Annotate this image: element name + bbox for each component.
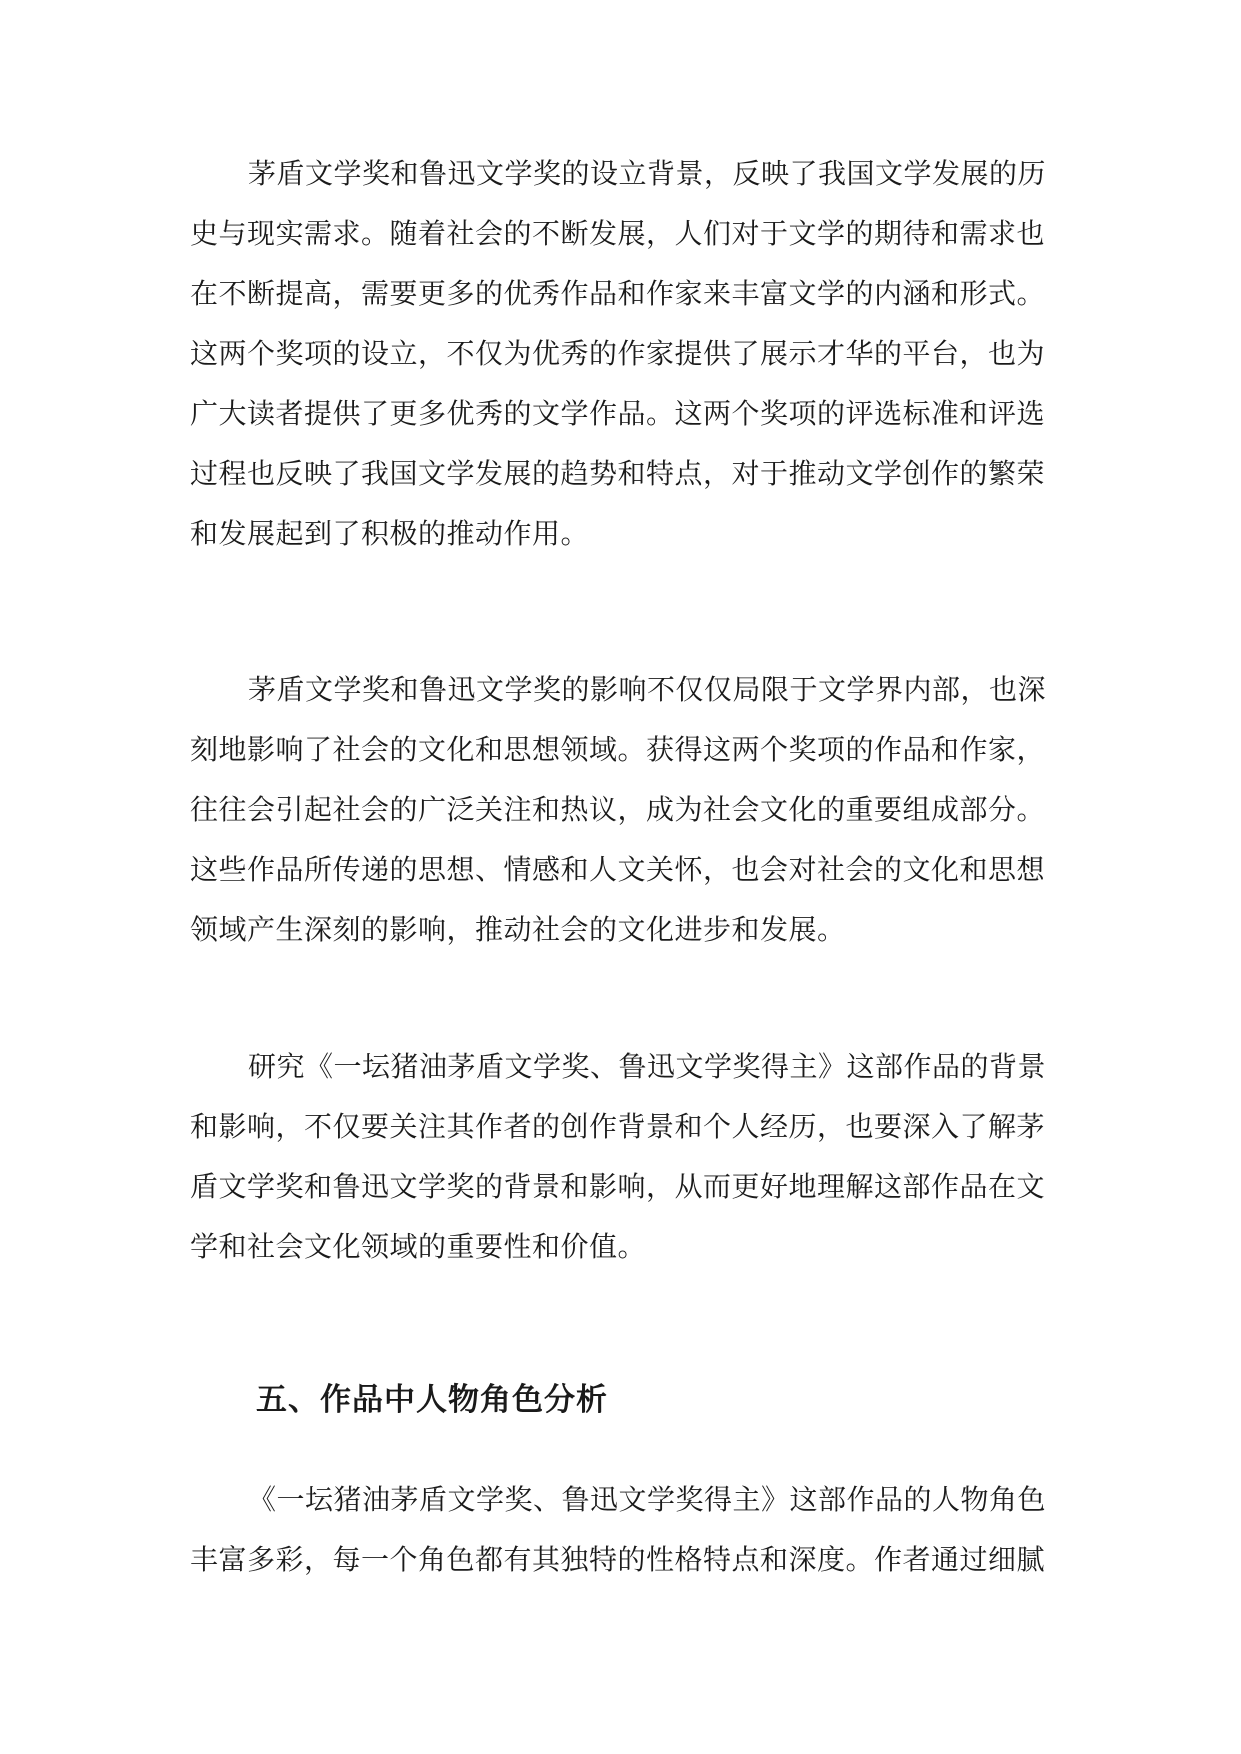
paragraph-2 (190, 660, 1060, 960)
paragraph-line: 和发展起到了积极的推动作用。 (190, 517, 590, 550)
paragraph-1 (190, 144, 1060, 564)
paragraph-line: 盾文学奖和鲁迅文学奖的背景和影响，从而更好地理解这部作品在文 (190, 1170, 1046, 1203)
paragraph-line: 在不断提高，需要更多的优秀作品和作家来丰富文学的内涵和形式。 (190, 277, 1046, 310)
paragraph-line: 领域产生深刻的影响，推动社会的文化进步和发展。 (190, 913, 846, 946)
paragraph-line: 茅盾文学奖和鲁迅文学奖的设立背景，反映了我国文学发展的历 (248, 157, 1047, 190)
section-heading: 五、作品中人物角色分析 (256, 1382, 608, 1418)
paragraph-line: 学和社会文化领域的重要性和价值。 (190, 1230, 647, 1263)
paragraph-line: 这些作品所传递的思想、情感和人文关怀，也会对社会的文化和思想 (190, 853, 1046, 886)
section-paragraph-1 (190, 1470, 1060, 1590)
paragraph-line: 刻地影响了社会的文化和思想领域。获得这两个奖项的作品和作家， (190, 733, 1046, 766)
paragraph-line: 史与现实需求。随着社会的不断发展，人们对于文学的期待和需求也 (190, 217, 1046, 250)
paragraph-line: 往往会引起社会的广泛关注和热议，成为社会文化的重要组成部分。 (190, 793, 1046, 826)
paragraph-line: 《一坛猪油茅盾文学奖、鲁迅文学奖得主》这部作品的人物角色 (248, 1483, 1047, 1516)
paragraph-line: 这两个奖项的设立，不仅为优秀的作家提供了展示才华的平台，也为 (190, 337, 1046, 370)
paragraph-line: 广大读者提供了更多优秀的文学作品。这两个奖项的评选标准和评选 (190, 397, 1046, 430)
paragraph-line: 丰富多彩，每一个角色都有其独特的性格特点和深度。作者通过细腻 (190, 1543, 1046, 1576)
paragraph-line: 茅盾文学奖和鲁迅文学奖的影响不仅仅局限于文学界内部，也深 (248, 673, 1047, 706)
paragraph-3 (190, 1037, 1060, 1277)
paragraph-line: 研究《一坛猪油茅盾文学奖、鲁迅文学奖得主》这部作品的背景 (248, 1050, 1047, 1083)
paragraph-line: 和影响，不仅要关注其作者的创作背景和个人经历，也要深入了解茅 (190, 1110, 1046, 1143)
paragraph-line: 过程也反映了我国文学发展的趋势和特点，对于推动文学创作的繁荣 (190, 457, 1046, 490)
